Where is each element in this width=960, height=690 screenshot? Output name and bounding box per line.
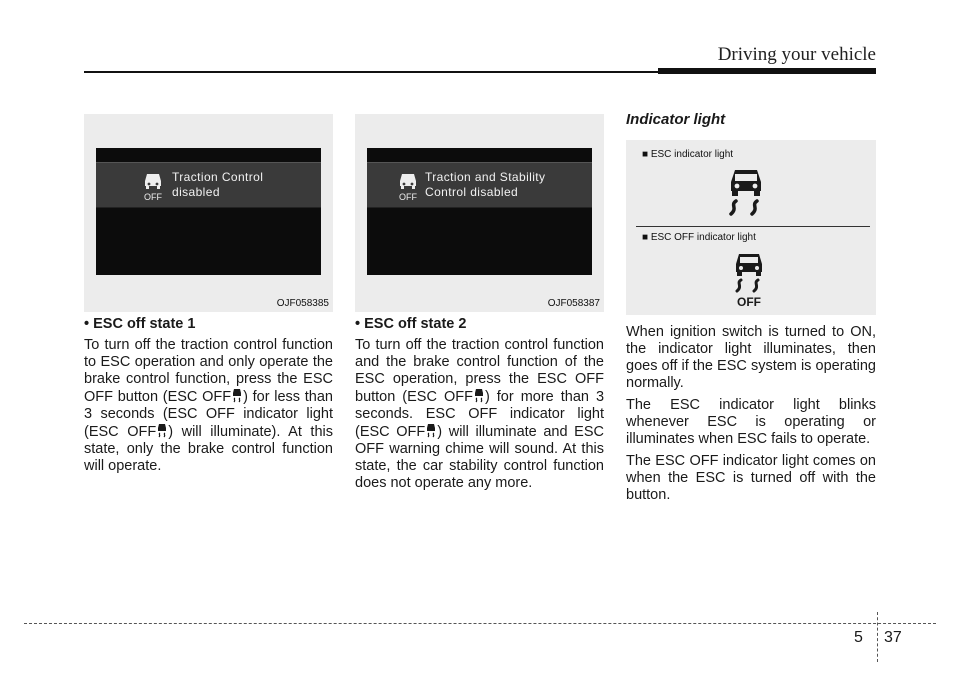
header-title: Driving your vehicle [717,44,876,65]
text-segment: To turn off the traction control function to ESC operation and only operate the brake control function, press the ESC OFF button (ESC OFF [84,337,333,405]
paragraph-esc-off-state-2 [355,337,604,492]
paragraph-indicator-2: The ESC indicator light blinks whenever ESC is operating or illuminates when ESC fails to operate. [626,397,876,447]
heading-esc-off-state-2: • ESC off state 2 [355,316,467,332]
cluster-display [96,148,321,275]
page-number: 37 [884,629,902,646]
column-esc-off-state-2 [355,316,604,496]
column-esc-off-state-1 [84,316,333,479]
paragraph-indicator-3: The ESC OFF indicator light comes on when the ESC is turned off with the button. [626,453,876,503]
esc-off-inline-icon [426,423,436,438]
chapter-number: 5 [854,629,863,646]
text-segment: To turn off the traction control function and the brake control function of the ESC operation, press the ESC OFF button (ESC OFF [355,337,604,405]
display-message: Traction Control disabled [172,170,264,199]
figure-esc-off-state-2 [355,114,604,312]
figure-esc-off-state-1 [84,114,333,312]
esc-off-icon [142,170,164,202]
indicator-light-figure [626,140,876,315]
paragraph-indicator-1: When ignition switch is turned to ON, the indicator light illuminates, then goes off if the ESC system is operating normally. [626,324,876,391]
section-title-indicator-light: Indicator light [626,111,726,128]
esc-off-indicator-label: ■ ESC OFF indicator light [642,232,756,243]
paragraph-esc-off-state-1 [84,337,333,475]
message-bar [96,162,321,208]
esc-off-indicator-icon [732,251,766,309]
figure-code: OJF058387 [547,298,600,309]
column-indicator-light [626,324,876,509]
text-segment: ) for more than 3 seconds. ESC OFF indicator light (ESC OFF [355,389,605,440]
footer-rule [24,623,936,624]
figure-code: OJF058385 [276,298,329,309]
esc-indicator-icon [726,167,766,219]
esc-off-icon [397,170,419,202]
text-segment: ) will illuminate and ESC OFF warning chime will sound. At this state, the car stability control function does not operate any more. [355,424,604,491]
esc-off-inline-icon [474,388,484,403]
esc-off-icon-label: OFF [144,192,162,202]
cluster-display [367,148,592,275]
esc-off-icon-label: OFF [399,192,417,202]
display-message: Traction and Stability Control disabled [425,170,546,199]
esc-off-inline-icon [157,423,167,438]
text-segment: ) will illuminate). At this state, only the brake control function will operate. [84,424,333,474]
message-bar [367,162,592,208]
esc-off-inline-icon [232,388,242,403]
header-rule-accent [658,68,876,74]
footer-divider [877,612,878,662]
esc-indicator-label: ■ ESC indicator light [642,149,734,160]
text-segment: ) for less than 3 seconds (ESC OFF indicator light (ESC OFF [84,389,333,440]
heading-esc-off-state-1: • ESC off state 1 [84,316,196,332]
indicator-divider [636,226,870,227]
esc-off-indicator-text: OFF [737,295,761,309]
